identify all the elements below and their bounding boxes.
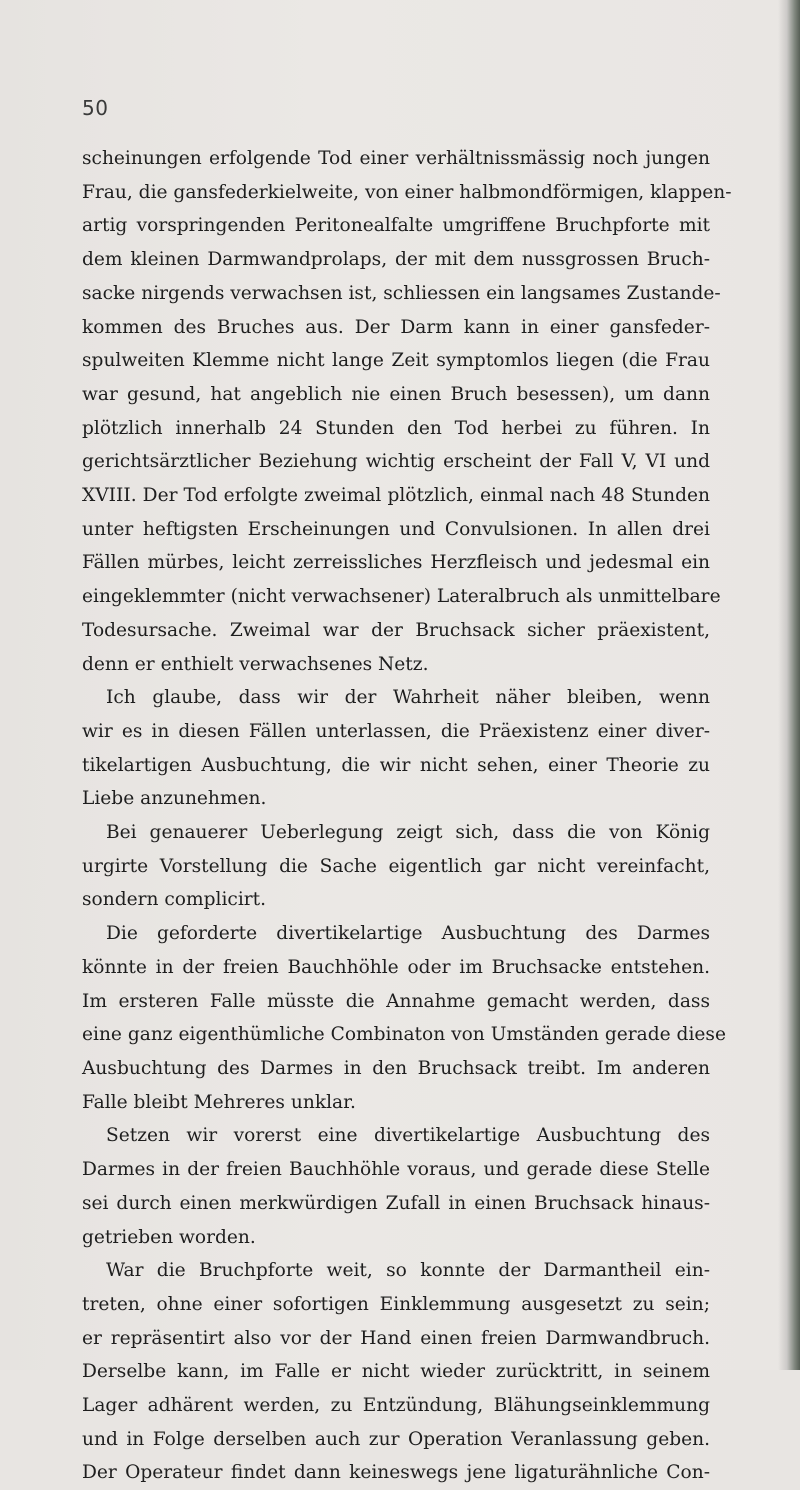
text-line: eine ganz eigenthümliche Combinaton von Umständen gerade diese xyxy=(82,1024,726,1046)
text-line: Die geforderte divertikelartige Ausbuchtung des Darmes xyxy=(106,923,710,945)
text-line: denn er enthielt verwachsenes Netz. xyxy=(82,653,429,675)
text-line: Darmes in der freien Bauchhöhle voraus, und gerade diese Stelle xyxy=(82,1159,710,1181)
text-line: Liebe anzunehmen. xyxy=(82,788,267,810)
page-edge-shadow xyxy=(778,0,800,1370)
text-line: gerichtsärztlicher Beziehung wichtig erscheint der Fall V, VI und xyxy=(82,451,710,473)
text-line: Setzen wir vorerst eine divertikelartige Ausbuchtung des xyxy=(106,1125,710,1147)
text-line: treten, ohne einer sofortigen Einklemmung ausgesetzt zu sein; xyxy=(82,1293,710,1315)
text-line: könnte in der freien Bauchhöhle oder im Bruchsacke entstehen. xyxy=(82,956,710,978)
text-line: war gesund, hat angeblich nie einen Bruch besessen), um dann xyxy=(82,383,710,405)
text-line: tikelartigen Ausbuchtung, die wir nicht sehen, einer Theorie zu xyxy=(82,754,710,776)
body-text xyxy=(82,142,732,1490)
text-line: Ausbuchtung des Darmes in den Bruchsack treibt. Im anderen xyxy=(82,1057,710,1079)
text-line: Todesursache. Zweimal war der Bruchsack sicher präexistent, xyxy=(82,619,710,641)
text-line: getrieben worden. xyxy=(82,1226,256,1248)
text-line: Lager adhärent werden, zu Entzündung, Blähungseinklemmung xyxy=(82,1395,710,1417)
text-line: urgirte Vorstellung die Sache eigentlich gar nicht vereinfacht, xyxy=(82,855,710,877)
text-line: sondern complicirt. xyxy=(82,889,267,911)
text-line: Falle bleibt Mehreres unklar. xyxy=(82,1091,356,1113)
text-line: Im ersteren Falle müsste die Annahme gemacht werden, dass xyxy=(82,990,710,1012)
text-line: Frau, die gansfederkielweite, von einer halbmondförmigen, klappen- xyxy=(82,181,732,203)
text-line: wir es in diesen Fällen unterlassen, die Präexistenz einer diver- xyxy=(82,720,710,742)
text-line: er repräsentirt also vor der Hand einen freien Darmwandbruch. xyxy=(82,1327,710,1349)
text-line: War die Bruchpforte weit, so konnte der Darmantheil ein- xyxy=(106,1260,710,1282)
text-line: Bei genauerer Ueberlegung zeigt sich, dass die von König xyxy=(106,822,710,844)
text-line: artig vorspringenden Peritonealfalte umgriffene Bruchpforte mit xyxy=(82,215,710,237)
text-line: Fällen mürbes, leicht zerreissliches Herzfleisch und jedesmal ein xyxy=(82,552,710,574)
text-line: Der Operateur findet dann keineswegs jene ligaturähnliche Con- xyxy=(82,1462,710,1484)
text-line: scheinungen erfolgende Tod einer verhältnissmässig noch jungen xyxy=(82,148,710,169)
text-line: sacke nirgends verwachsen ist, schliessen ein langsames Zustande- xyxy=(82,282,721,304)
text-line: unter heftigsten Erscheinungen und Convulsionen. In allen drei xyxy=(82,518,710,540)
text-line: Derselbe kann, im Falle er nicht wieder zurücktritt, in seinem xyxy=(82,1361,710,1383)
text-line: kommen des Bruches aus. Der Darm kann in einer gansfeder- xyxy=(82,316,710,338)
text-line: eingeklemmter (nicht verwachsener) Lateralbruch als unmittelbare xyxy=(82,586,721,608)
text-line: XVIII. Der Tod erfolgte zweimal plötzlich, einmal nach 48 Stunden xyxy=(82,485,710,507)
text-line: Ich glaube, dass wir der Wahrheit näher bleiben, wenn xyxy=(106,687,710,709)
page-number: 50 xyxy=(82,96,109,120)
text-line: dem kleinen Darmwandprolaps, der mit dem nussgrossen Bruch- xyxy=(82,249,710,271)
text-line: plötzlich innerhalb 24 Stunden den Tod herbei zu führen. In xyxy=(82,417,710,439)
text-line: sei durch einen merkwürdigen Zufall in einen Bruchsack hinaus- xyxy=(82,1192,710,1214)
text-line: spulweiten Klemme nicht lange Zeit symptomlos liegen (die Frau xyxy=(82,350,710,372)
text-line: und in Folge derselben auch zur Operation Veranlassung geben. xyxy=(82,1428,710,1450)
